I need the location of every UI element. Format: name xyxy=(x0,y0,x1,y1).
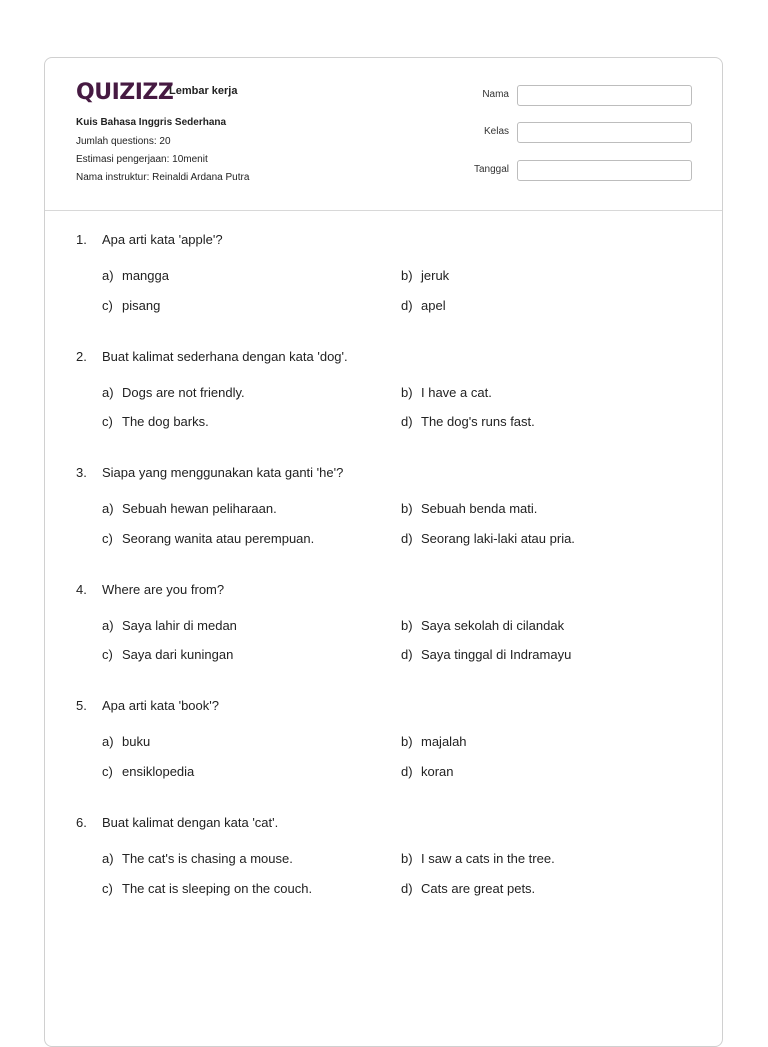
option-letter: a) xyxy=(102,734,114,750)
option-text: Cats are great pets. xyxy=(421,880,536,896)
option-letter: d) xyxy=(401,880,413,896)
option-text: The dog barks. xyxy=(122,414,209,430)
option-text: pisang xyxy=(122,297,161,313)
option-letter: d) xyxy=(401,647,413,663)
option-text: Saya dari kuningan xyxy=(122,647,234,663)
option-letter: c) xyxy=(102,530,113,546)
class-field-label: Kelas xyxy=(483,126,509,137)
option-letter: d) xyxy=(401,297,413,313)
question-text: Buat kalimat sederhana dengan kata 'dog'. xyxy=(102,348,348,364)
answer-option xyxy=(102,298,160,313)
option-text: Saya sekolah di cilandak xyxy=(421,617,565,633)
option-text: mangga xyxy=(122,268,169,283)
answer-option xyxy=(401,851,555,866)
answer-option xyxy=(102,851,293,866)
option-text: The dog's runs fast. xyxy=(421,414,535,430)
answer-option xyxy=(102,881,312,896)
answer-option xyxy=(102,647,233,662)
option-letter: b) xyxy=(401,268,413,283)
option-text: jeruk xyxy=(421,268,450,283)
answer-option xyxy=(102,268,169,283)
option-text: Sebuah benda mati. xyxy=(421,501,538,517)
option-text: Saya tinggal di Indramayu xyxy=(421,647,572,663)
question-count: Jumlah questions: 20 xyxy=(76,136,171,147)
option-text: Saya lahir di medan xyxy=(122,617,237,633)
worksheet-tagline: Lembar kerja xyxy=(169,85,238,97)
answer-option xyxy=(102,618,237,633)
answer-option xyxy=(401,764,454,779)
option-letter: d) xyxy=(401,763,413,779)
answer-option xyxy=(102,501,277,516)
answer-option xyxy=(401,268,449,283)
answer-option xyxy=(102,385,245,400)
question-number: 5. xyxy=(76,698,87,714)
option-text: The cat is sleeping on the couch. xyxy=(122,880,313,896)
question-number: 2. xyxy=(76,348,87,364)
option-text: majalah xyxy=(421,734,467,750)
option-letter: c) xyxy=(102,414,113,430)
option-text: ensiklopedia xyxy=(122,763,195,779)
name-field-label: Nama xyxy=(482,89,509,100)
quiz-title: Kuis Bahasa Inggris Sederhana xyxy=(76,117,227,128)
question-number: 6. xyxy=(76,815,87,830)
answer-option xyxy=(401,647,571,662)
option-letter: b) xyxy=(401,734,413,750)
option-letter: a) xyxy=(102,617,114,633)
answer-option xyxy=(401,298,446,313)
question-text: Apa arti kata 'book'? xyxy=(102,698,219,714)
answer-option xyxy=(401,881,535,896)
option-letter: a) xyxy=(102,268,114,283)
answer-option xyxy=(102,414,209,429)
option-text: Seorang laki-laki atau pria. xyxy=(421,530,575,546)
option-text: Dogs are not friendly. xyxy=(122,384,245,400)
option-text: apel xyxy=(421,297,446,313)
option-letter: b) xyxy=(401,501,413,517)
worksheet-page xyxy=(44,57,723,1047)
answer-option xyxy=(102,734,150,749)
answer-option xyxy=(401,734,467,749)
option-text: The cat's is chasing a mouse. xyxy=(122,851,293,866)
option-letter: b) xyxy=(401,384,413,400)
option-letter: a) xyxy=(102,384,114,400)
option-letter: b) xyxy=(401,617,413,633)
instructor-name: Nama instruktur: Reinaldi Ardana Putra xyxy=(76,172,250,183)
option-letter: c) xyxy=(102,880,113,896)
option-letter: d) xyxy=(401,414,413,430)
answer-option xyxy=(102,764,194,779)
option-letter: a) xyxy=(102,851,114,866)
question-number: 1. xyxy=(76,232,87,247)
name-field[interactable] xyxy=(517,85,692,106)
date-field-label: Tanggal xyxy=(473,164,509,175)
question-text: Where are you from? xyxy=(102,581,225,597)
question-number: 3. xyxy=(76,465,87,481)
option-text: Seorang wanita atau perempuan. xyxy=(122,530,315,546)
question-text: Apa arti kata 'apple'? xyxy=(102,232,223,247)
class-field[interactable] xyxy=(517,122,692,143)
option-letter: b) xyxy=(401,851,413,866)
answer-option xyxy=(401,531,575,546)
answer-option xyxy=(102,531,314,546)
option-letter: c) xyxy=(102,647,113,663)
option-text: Sebuah hewan peliharaan. xyxy=(122,501,277,517)
answer-option xyxy=(401,385,492,400)
option-text: I have a cat. xyxy=(421,384,492,400)
question-number: 4. xyxy=(76,581,87,597)
answer-option xyxy=(401,618,564,633)
option-text: koran xyxy=(421,763,454,779)
answer-option xyxy=(401,414,535,429)
quizizz-logo: QUIZIZZ xyxy=(76,80,174,105)
option-letter: c) xyxy=(102,763,113,779)
option-text: buku xyxy=(122,734,151,750)
option-letter: c) xyxy=(102,297,113,313)
estimated-duration: Estimasi pengerjaan: 10menit xyxy=(76,154,208,165)
option-letter: d) xyxy=(401,530,413,546)
question-text: Siapa yang menggunakan kata ganti 'he'? xyxy=(102,465,344,481)
option-text: I saw a cats in the tree. xyxy=(421,851,555,866)
worksheet-header xyxy=(45,58,722,211)
date-field[interactable] xyxy=(517,160,692,181)
option-letter: a) xyxy=(102,501,114,517)
question-text: Buat kalimat dengan kata 'cat'. xyxy=(102,815,279,830)
answer-option xyxy=(401,501,537,516)
